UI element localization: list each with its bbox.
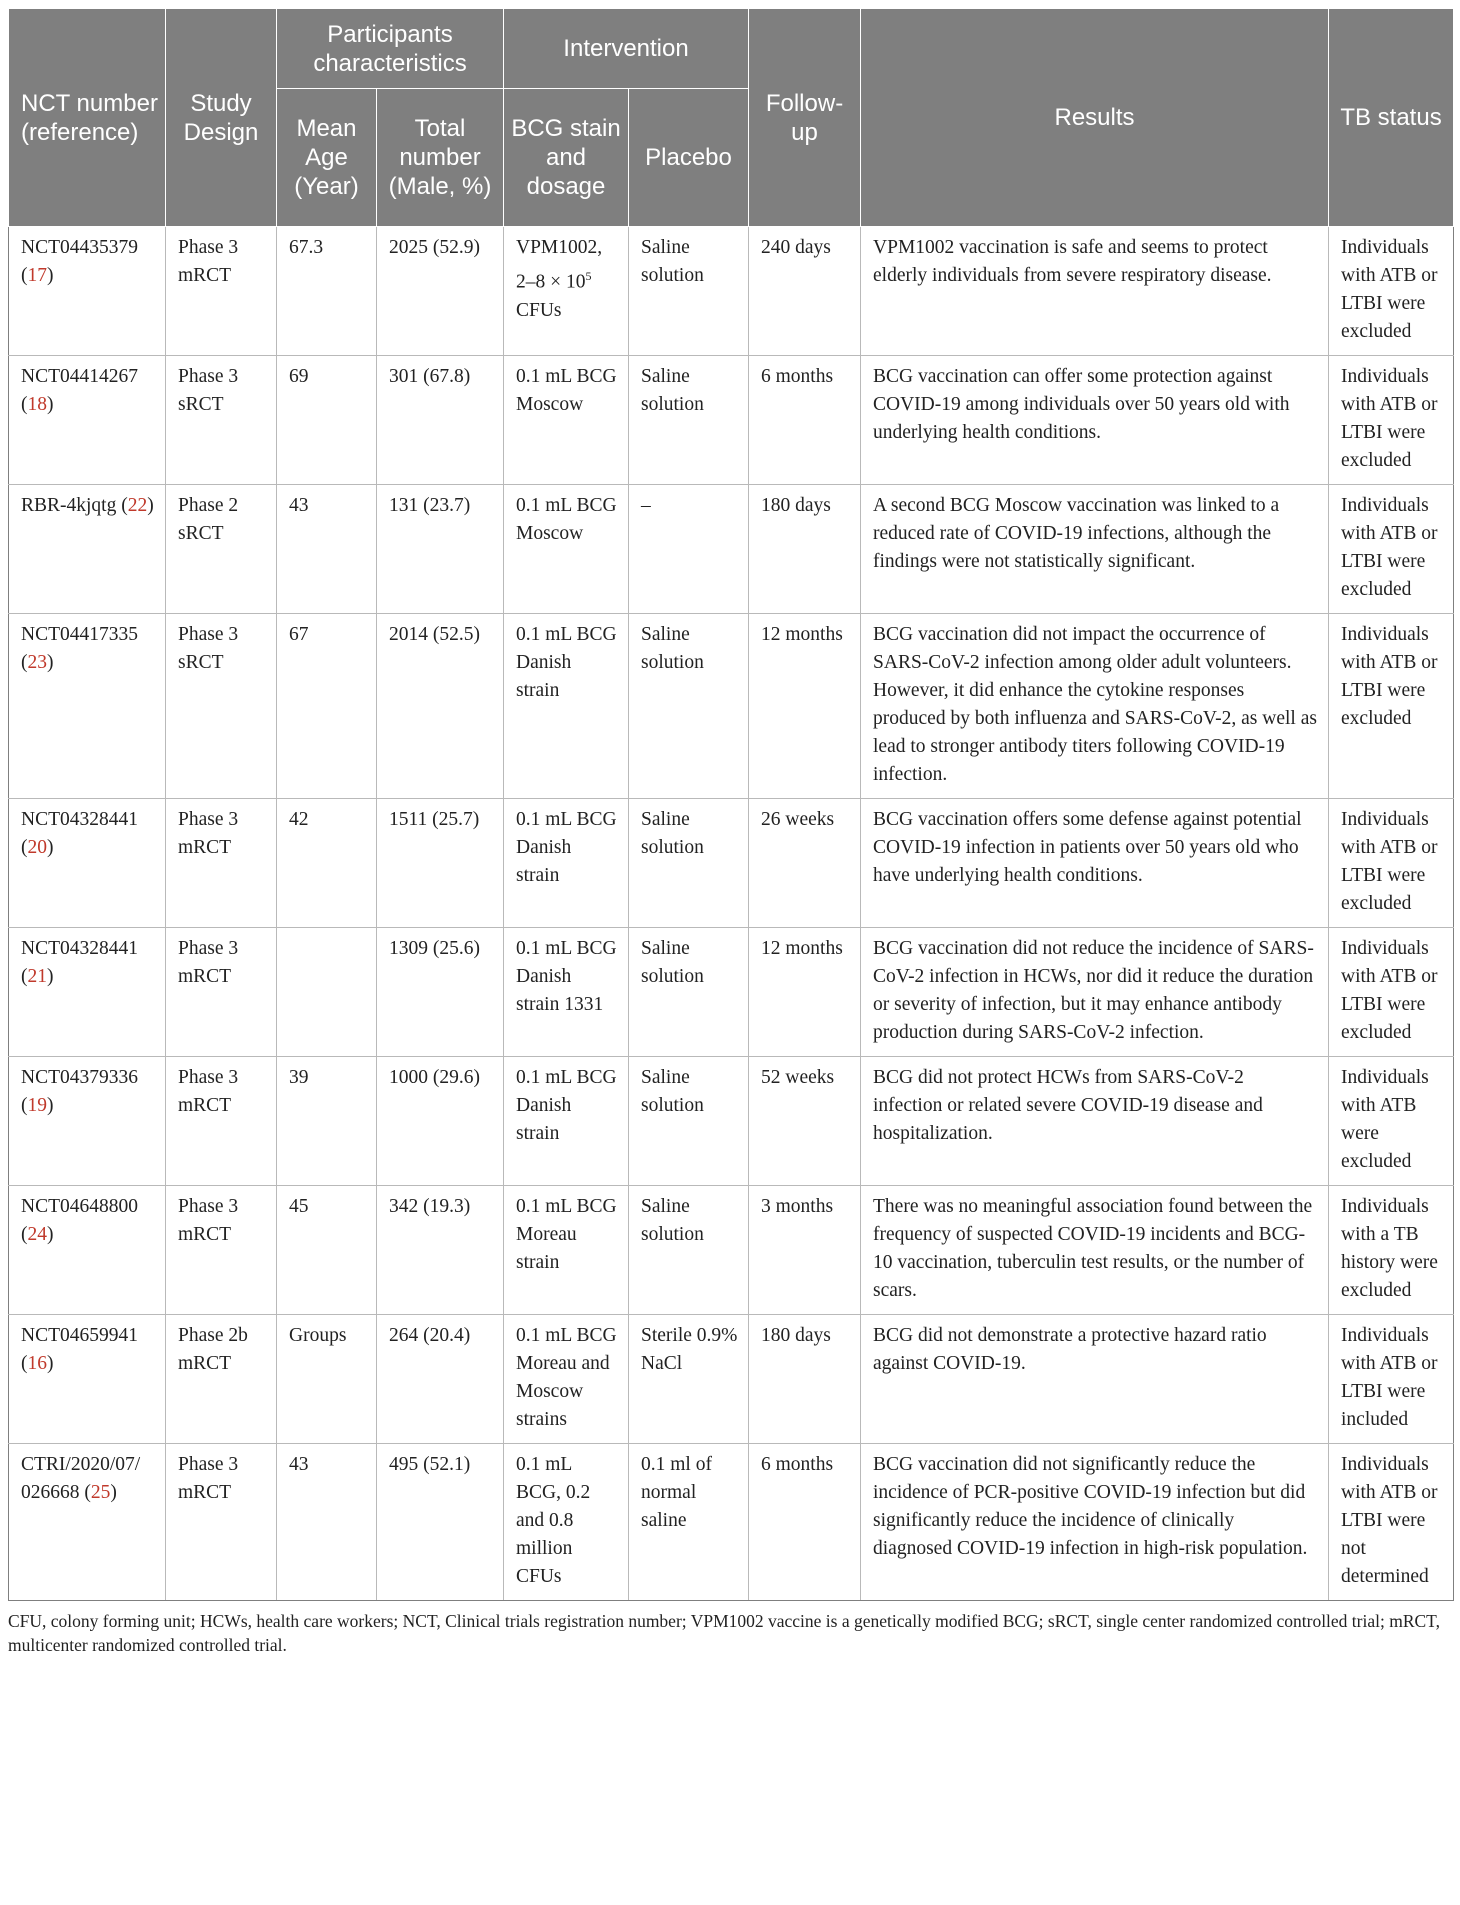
header-participants: Participants characteristics — [277, 9, 504, 89]
cell-total — [377, 1186, 504, 1315]
reference-link[interactable]: 21 — [27, 966, 47, 987]
cell-age — [277, 1444, 377, 1601]
age-text: 43 — [289, 1454, 309, 1475]
cell-followup — [749, 356, 861, 485]
total-text: 1511 (25.7) — [389, 809, 480, 830]
cell-placebo — [629, 1444, 749, 1601]
nct-number: NCT04659941 — [21, 1325, 138, 1346]
cell-bcg — [504, 1057, 629, 1186]
cell-nct: NCT04414267 (18) — [9, 356, 166, 485]
bcg-dosage: VPM1002, 2–8 × 10 — [516, 237, 603, 293]
header-design: Study Design — [166, 9, 277, 227]
cell-tb — [1329, 485, 1454, 614]
cell-followup — [749, 1315, 861, 1444]
cell-results — [861, 799, 1329, 928]
bcg-text: 0.1 mL BCG Moreau strain — [516, 1196, 617, 1273]
results-text: BCG vaccination did not impact the occurrence of SARS-CoV-2 infection among older adult volunteers. However, it did enhance the cytokine responses produced by both influenza and SARS-CoV-2, as well as lead to stronger antibody titers following COVID-19 infection. — [873, 624, 1317, 785]
total-text: 2014 (52.5) — [389, 624, 480, 645]
tb-text: Individuals with ATB or LTBI were excluded — [1341, 495, 1438, 600]
cell-results — [861, 1444, 1329, 1601]
reference-link[interactable]: 18 — [27, 394, 47, 415]
followup-text: 180 days — [761, 1325, 831, 1346]
placebo-text: Saline solution — [641, 1067, 704, 1116]
total-text: 1309 (25.6) — [389, 938, 480, 959]
placebo-text: Saline solution — [641, 938, 704, 987]
cell-tb — [1329, 1315, 1454, 1444]
cell-tb — [1329, 614, 1454, 799]
tb-text: Individuals with ATB or LTBI were excluded — [1341, 938, 1438, 1043]
bcg-text: 0.1 mL BCG Moreau and Moscow strains — [516, 1325, 617, 1430]
age-text: 42 — [289, 809, 309, 830]
document — [8, 8, 1453, 1657]
cell-tb — [1329, 799, 1454, 928]
placebo-text: Saline solution — [641, 237, 704, 286]
placebo-text: Saline solution — [641, 366, 704, 415]
placebo-text: Saline solution — [641, 1196, 704, 1245]
cell-results — [861, 614, 1329, 799]
cell-age — [277, 1315, 377, 1444]
cell-design — [166, 1057, 277, 1186]
cell-followup — [749, 1057, 861, 1186]
cell-bcg — [504, 227, 629, 356]
bcg-text: 0.1 mL BCG Danish strain 1331 — [516, 938, 617, 1015]
age-text: 67 — [289, 624, 309, 645]
total-text: 301 (67.8) — [389, 366, 471, 387]
reference-link[interactable]: 16 — [27, 1353, 47, 1374]
header-results: Results — [861, 9, 1329, 227]
followup-text: 12 months — [761, 938, 843, 959]
cell-total — [377, 614, 504, 799]
reference-link[interactable]: 23 — [27, 652, 47, 673]
bcg-text: 0.1 mL BCG, 0.2 and 0.8 million CFUs — [516, 1454, 591, 1587]
total-text: 1000 (29.6) — [389, 1067, 480, 1088]
header-nct: NCT number (reference) — [9, 9, 166, 227]
cell-placebo — [629, 1186, 749, 1315]
nct-number: RBR-4kjqtg — [21, 495, 117, 516]
cell-nct: NCT04435379 (17) — [9, 227, 166, 356]
cell-age — [277, 1057, 377, 1186]
design-text: Phase 3 mRCT — [178, 237, 239, 286]
dosage-unit: CFUs — [516, 299, 562, 321]
cell-design — [166, 799, 277, 928]
table-row — [9, 356, 1454, 485]
cell-results — [861, 1186, 1329, 1315]
table-row — [9, 614, 1454, 799]
cell-bcg — [504, 799, 629, 928]
table-row — [9, 227, 1454, 356]
cell-nct: NCT04328441 (21) — [9, 928, 166, 1057]
cell-age — [277, 614, 377, 799]
results-text: BCG did not protect HCWs from SARS-CoV-2 infection or related severe COVID-19 disease and hospitalization. — [873, 1067, 1263, 1144]
bcg-text: 0.1 mL BCG Danish strain — [516, 624, 617, 701]
tb-text: Individuals with ATB or LTBI were excluded — [1341, 624, 1438, 729]
cell-bcg — [504, 1315, 629, 1444]
cell-placebo — [629, 928, 749, 1057]
design-text: Phase 3 mRCT — [178, 1196, 239, 1245]
cell-tb — [1329, 1057, 1454, 1186]
results-text: VPM1002 vaccination is safe and seems to protect elderly individuals from severe respiratory disease. — [873, 237, 1272, 286]
design-text: Phase 3 mRCT — [178, 809, 239, 858]
design-text: Phase 3 mRCT — [178, 1454, 239, 1503]
cell-total — [377, 799, 504, 928]
cell-age — [277, 1186, 377, 1315]
bcg-text: 0.1 mL BCG Danish strain — [516, 1067, 617, 1144]
nct-number: NCT04435379 — [21, 237, 138, 258]
cell-total — [377, 227, 504, 356]
cell-bcg — [504, 1444, 629, 1601]
table-row — [9, 1444, 1454, 1601]
age-text: 69 — [289, 366, 309, 387]
tb-text: Individuals with ATB or LTBI were not determined — [1341, 1454, 1438, 1587]
tb-text: Individuals with a TB history were excluded — [1341, 1196, 1438, 1301]
results-text: BCG vaccination did not significantly reduce the incidence of PCR-positive COVID-19 infection but did significantly reduce the incidence of clinically diagnosed COVID-19 infection in high-risk population. — [873, 1454, 1308, 1559]
tb-text: Individuals with ATB or LTBI were included — [1341, 1325, 1438, 1430]
cell-followup — [749, 1186, 861, 1315]
cell-design — [166, 356, 277, 485]
reference-link[interactable]: 25 — [90, 1482, 111, 1503]
table-row — [9, 1186, 1454, 1315]
cell-followup — [749, 227, 861, 356]
followup-text: 12 months — [761, 624, 843, 645]
cell-design — [166, 1186, 277, 1315]
followup-text: 3 months — [761, 1196, 834, 1217]
reference-link[interactable]: 17 — [27, 265, 47, 286]
nct-number: NCT04417335 — [21, 624, 138, 645]
cell-bcg — [504, 356, 629, 485]
nct-number: NCT04328441 — [21, 938, 138, 959]
cell-nct: NCT04648800 (24) — [9, 1186, 166, 1315]
cell-results — [861, 227, 1329, 356]
cell-design — [166, 1444, 277, 1601]
cell-tb — [1329, 356, 1454, 485]
cell-tb — [1329, 1444, 1454, 1601]
cell-followup — [749, 614, 861, 799]
age-text: 39 — [289, 1067, 309, 1088]
bcg-text: 0.1 mL BCG Danish strain — [516, 809, 617, 886]
nct-number: NCT04414267 — [21, 366, 138, 387]
results-text: BCG vaccination offers some defense against potential COVID-19 infection in patients over 50 years old who have underlying health conditions. — [873, 809, 1302, 886]
cell-design — [166, 1315, 277, 1444]
cell-design — [166, 614, 277, 799]
followup-text: 6 months — [761, 366, 834, 387]
table-row — [9, 1315, 1454, 1444]
design-text: Phase 3 sRCT — [178, 624, 239, 673]
cell-total — [377, 356, 504, 485]
total-text: 342 (19.3) — [389, 1196, 471, 1217]
cell-total — [377, 928, 504, 1057]
age-text: 67.3 — [289, 237, 324, 258]
cell-bcg — [504, 614, 629, 799]
cell-placebo — [629, 799, 749, 928]
tb-text: Individuals with ATB were excluded — [1341, 1067, 1429, 1172]
header-total: Total number (Male, %) — [377, 89, 504, 227]
placebo-text: Saline solution — [641, 809, 704, 858]
cell-tb — [1329, 1186, 1454, 1315]
cell-followup — [749, 928, 861, 1057]
cell-results — [861, 356, 1329, 485]
cell-bcg — [504, 485, 629, 614]
total-text: 495 (52.1) — [389, 1454, 471, 1475]
dosage-exponent: 5 — [585, 269, 592, 283]
cell-results — [861, 928, 1329, 1057]
cell-placebo — [629, 227, 749, 356]
cell-design — [166, 227, 277, 356]
cell-bcg — [504, 1186, 629, 1315]
cell-design — [166, 485, 277, 614]
total-text: 131 (23.7) — [389, 495, 471, 516]
nct-number: CTRI/2020/07/ 026668 — [21, 1454, 141, 1503]
placebo-text: Sterile 0.9% NaCl — [641, 1325, 738, 1374]
placebo-text: Saline solution — [641, 624, 704, 673]
table-row — [9, 799, 1454, 928]
age-text: Groups — [289, 1325, 347, 1346]
cell-nct: RBR-4kjqtg (22) — [9, 485, 166, 614]
results-text: BCG did not demonstrate a protective hazard ratio against COVID-19. — [873, 1325, 1267, 1374]
bcg-text: 0.1 mL BCG Moscow — [516, 495, 617, 544]
total-text: 2025 (52.9) — [389, 237, 480, 258]
cell-nct: NCT04379336 (19) — [9, 1057, 166, 1186]
cell-placebo — [629, 356, 749, 485]
followup-text: 26 weeks — [761, 809, 835, 830]
followup-text: 6 months — [761, 1454, 834, 1475]
nct-number: NCT04328441 — [21, 809, 138, 830]
header-mean-age: Mean Age (Year) — [277, 89, 377, 227]
design-text: Phase 2b mRCT — [178, 1325, 248, 1374]
tb-text: Individuals with ATB or LTBI were excluded — [1341, 237, 1438, 342]
header-tb: TB status — [1329, 9, 1454, 227]
design-text: Phase 2 sRCT — [178, 495, 239, 544]
cell-age — [277, 485, 377, 614]
cell-age — [277, 928, 377, 1057]
cell-total — [377, 1057, 504, 1186]
design-text: Phase 3 sRCT — [178, 366, 239, 415]
cell-results — [861, 485, 1329, 614]
cell-nct: NCT04417335 (23) — [9, 614, 166, 799]
bcg-text: 0.1 mL BCG Moscow — [516, 366, 617, 415]
results-text: There was no meaningful association found between the frequency of suspected COVID-19 incidents and BCG-10 vaccination, tuberculin test results, or the number of scars. — [873, 1196, 1313, 1301]
reference-link[interactable]: 22 — [127, 495, 148, 516]
design-text: Phase 3 mRCT — [178, 1067, 239, 1116]
cell-tb — [1329, 928, 1454, 1057]
placebo-text: 0.1 ml of normal saline — [641, 1454, 712, 1531]
reference-link[interactable]: 20 — [27, 837, 47, 858]
cell-nct: CTRI/2020/07/ 026668 (25) — [9, 1444, 166, 1601]
followup-text: 240 days — [761, 237, 831, 258]
cell-results — [861, 1315, 1329, 1444]
cell-bcg — [504, 928, 629, 1057]
tb-text: Individuals with ATB or LTBI were excluded — [1341, 366, 1438, 471]
cell-nct: NCT04659941 (16) — [9, 1315, 166, 1444]
results-text: BCG vaccination can offer some protection against COVID-19 among individuals over 50 years old with underlying health conditions. — [873, 366, 1290, 443]
cell-placebo — [629, 485, 749, 614]
cell-placebo — [629, 1057, 749, 1186]
age-text: 45 — [289, 1196, 309, 1217]
cell-design — [166, 928, 277, 1057]
cell-age — [277, 356, 377, 485]
header-intervention: Intervention — [504, 9, 749, 89]
cell-placebo — [629, 1315, 749, 1444]
age-text: 43 — [289, 495, 309, 516]
results-text: A second BCG Moscow vaccination was linked to a reduced rate of COVID-19 infections, although the findings were not statistically significant. — [873, 495, 1280, 572]
reference-link[interactable]: 24 — [27, 1224, 47, 1245]
table-row — [9, 1057, 1454, 1186]
header-followup: Follow-up — [749, 9, 861, 227]
nct-number: NCT04379336 — [21, 1067, 138, 1088]
cell-results — [861, 1057, 1329, 1186]
table-footnote: CFU, colony forming unit; HCWs, health care workers; NCT, Clinical trials registration number; VPM1002 vaccine is a genetically modified BCG; sRCT, single center randomized controlled trial; mRCT, multicenter randomized controlled trial. — [8, 1611, 1440, 1655]
trials-table — [8, 8, 1454, 1601]
table-row — [9, 485, 1454, 614]
total-text: 264 (20.4) — [389, 1325, 471, 1346]
design-text: Phase 3 mRCT — [178, 938, 239, 987]
tb-text: Individuals with ATB or LTBI were excluded — [1341, 809, 1438, 914]
cell-placebo — [629, 614, 749, 799]
header-bcg: BCG stain and dosage — [504, 89, 629, 227]
cell-total — [377, 1315, 504, 1444]
cell-nct: NCT04328441 (20) — [9, 799, 166, 928]
cell-age — [277, 799, 377, 928]
table-row — [9, 928, 1454, 1057]
cell-followup — [749, 1444, 861, 1601]
reference-link[interactable]: 19 — [27, 1095, 47, 1116]
cell-tb — [1329, 227, 1454, 356]
header-placebo: Placebo — [629, 89, 749, 227]
followup-text: 180 days — [761, 495, 831, 516]
cell-age — [277, 227, 377, 356]
nct-number: NCT04648800 — [21, 1196, 138, 1217]
results-text: BCG vaccination did not reduce the incidence of SARS-CoV-2 infection in HCWs, nor did it reduce the duration or severity of infection, but it may enhance antibody production during SARS-CoV-2 infection. — [873, 938, 1314, 1043]
followup-text: 52 weeks — [761, 1067, 835, 1088]
cell-total — [377, 1444, 504, 1601]
cell-followup — [749, 799, 861, 928]
cell-total — [377, 485, 504, 614]
placebo-text: – — [641, 495, 651, 516]
cell-followup — [749, 485, 861, 614]
